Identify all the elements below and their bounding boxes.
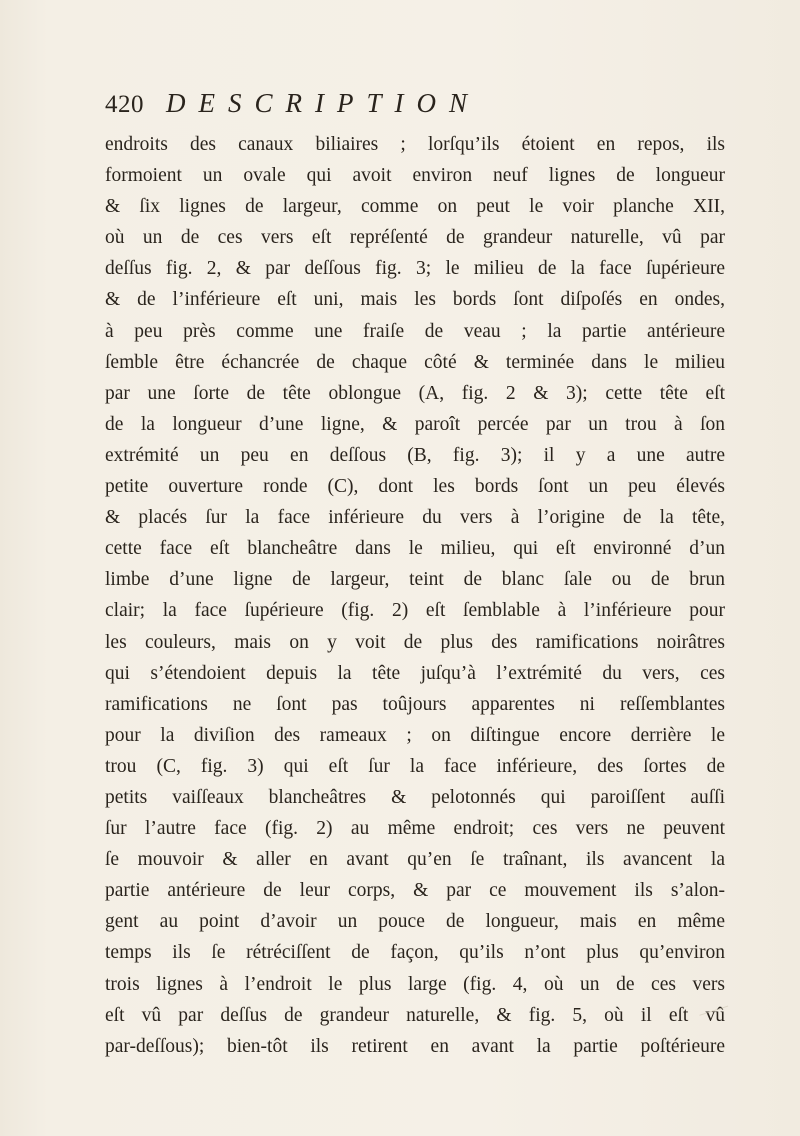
text-line: limbe d’une ligne de largeur, teint de blanc ſale ou de brun <box>105 569 725 591</box>
text-line: formoient un ovale qui avoit environ neuf lignes de longueur <box>105 165 725 187</box>
text-line: petits vaiſſeaux blancheâtres & pelotonnés qui paroiſſent auſſi <box>105 786 725 808</box>
text-line: de la longueur d’une ligne, & paroît percée par un trou à ſon <box>105 413 725 435</box>
text-line: ſemble être échancrée de chaque côté & terminée dans le milieu <box>105 351 725 373</box>
text-line: par une ſorte de tête oblongue (A, fig. 2 & 3); cette tête eſt <box>105 382 725 404</box>
text-line: extrémité un peu en deſſous (B, fig. 3); il y a une autre <box>105 444 725 466</box>
text-line: ſur l’autre face (fig. 2) au même endroit; ces vers ne peuvent <box>105 818 725 840</box>
text-line: temps ils ſe rétréciſſent de façon, qu’ils n’ont plus qu’environ <box>105 942 725 964</box>
text-line: ramifications ne ſont pas toûjours apparentes ni reſſemblantes <box>105 693 725 715</box>
running-head: DESCRIPTION <box>166 88 480 118</box>
text-line: petite ouverture ronde (C), dont les bords ſont un peu élevés <box>105 476 725 498</box>
text-line: à peu près comme une fraiſe de veau ; la partie antérieure <box>105 320 725 342</box>
text-line: où un de ces vers eſt repréſenté de grandeur naturelle, vû par <box>105 227 725 249</box>
text-line: & de l’inférieure eſt uni, mais les bords ſont diſpoſés en ondes, <box>105 289 725 311</box>
page-number: 420 <box>105 91 144 118</box>
page-header <box>105 88 725 128</box>
text-line: pour la diviſion des rameaux ; on diſtingue encore derrière le <box>105 724 725 746</box>
body-text <box>105 129 725 1062</box>
text-line: clair; la face ſupérieure (fig. 2) eſt ſemblable à l’inférieure pour <box>105 600 725 622</box>
text-line: & placés ſur la face inférieure du vers à l’origine de la tête, <box>105 507 725 529</box>
text-line: les couleurs, mais on y voit de plus des ramifications noirâtres <box>105 631 725 653</box>
text-line: deſſus fig. 2, & par deſſous fig. 3; le milieu de la face ſupérieure <box>105 258 725 280</box>
text-line: & ſix lignes de largeur, comme on peut le voir planche XII, <box>105 196 725 218</box>
text-line: qui s’étendoient depuis la tête juſqu’à l’extrémité du vers, ces <box>105 662 725 684</box>
text-line: endroits des canaux biliaires ; lorſqu’ils étoient en repos, ils <box>105 134 725 155</box>
text-line: gent au point d’avoir un pouce de longueur, mais en même <box>105 911 725 933</box>
text-line: par-deſſous); bien-tôt ils retirent en avant la partie poſtérieure <box>105 1035 725 1057</box>
text-line: trou (C, fig. 3) qui eſt ſur la face inférieure, des ſortes de <box>105 755 725 777</box>
text-line: trois lignes à l’endroit le plus large (fig. 4, où un de ces vers <box>105 973 725 995</box>
text-line: partie antérieure de leur corps, & par ce mouvement ils s’alon- <box>105 880 725 902</box>
text-line: cette face eſt blancheâtre dans le milieu, qui eſt environné d’un <box>105 538 725 560</box>
text-line: ſe mouvoir & aller en avant qu’en ſe traînant, ils avancent la <box>105 849 725 871</box>
text-line: eſt vû par deſſus de grandeur naturelle, & fig. 5, où il eſt vû <box>105 1004 725 1026</box>
